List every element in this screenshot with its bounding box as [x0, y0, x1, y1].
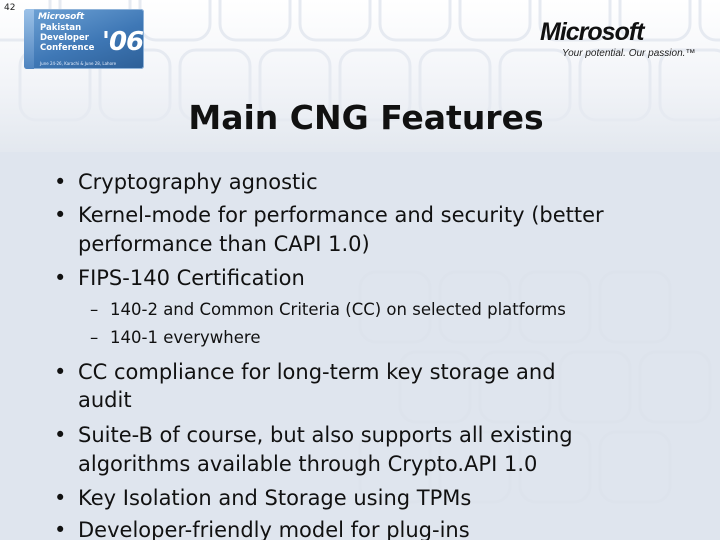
bullet-text: Kernel-mode for performance and security (better [78, 203, 604, 227]
bullet-text: audit [78, 388, 132, 412]
bullet-text: algorithms available through Crypto.API 1.0 [78, 452, 538, 476]
bullet-dot: • [54, 203, 67, 227]
sub-bullet-dash: – [90, 300, 99, 319]
bullet-dot: • [54, 266, 67, 290]
pdc-logo-line2: Developer [40, 33, 89, 43]
sub-bullet-text: 140-1 everywhere [110, 328, 261, 347]
bullet-text: Cryptography agnostic [78, 170, 318, 194]
slide-title: Main CNG Features [188, 98, 544, 137]
bullet-dot: • [54, 170, 67, 194]
microsoft-wordmark: Microsoft [540, 18, 644, 46]
bullet-dot: • [54, 360, 67, 384]
pdc-logo-brand: Microsoft [38, 12, 84, 22]
bullet-dot: • [54, 486, 67, 510]
bullet-dot: • [54, 423, 67, 447]
bullet-text: Suite-B of course, but also supports all existing [78, 423, 573, 447]
bullet-text: performance than CAPI 1.0) [78, 232, 370, 256]
microsoft-tagline: Your potential. Our passion.™ [562, 48, 696, 59]
pdc-logo-year: '06 [102, 27, 144, 57]
sub-bullet-dash: – [90, 328, 99, 347]
bullet-dot: • [54, 518, 67, 540]
slide-number: 42 [4, 3, 16, 13]
bullet-text: FIPS-140 Certification [78, 266, 305, 290]
bullet-text: Key Isolation and Storage using TPMs [78, 486, 472, 510]
sub-bullet-text: 140-2 and Common Criteria (CC) on selected platforms [110, 300, 566, 319]
pdc-logo-dates: June 24-26, Karachi & June 28, Lahore [40, 61, 117, 66]
pdc-logo-line1: Pakistan [40, 23, 82, 33]
pdc-logo-line3: Conference [40, 43, 95, 53]
bullet-text: Developer-friendly model for plug-ins [78, 518, 470, 540]
bullet-text: CC compliance for long-term key storage and [78, 360, 556, 384]
